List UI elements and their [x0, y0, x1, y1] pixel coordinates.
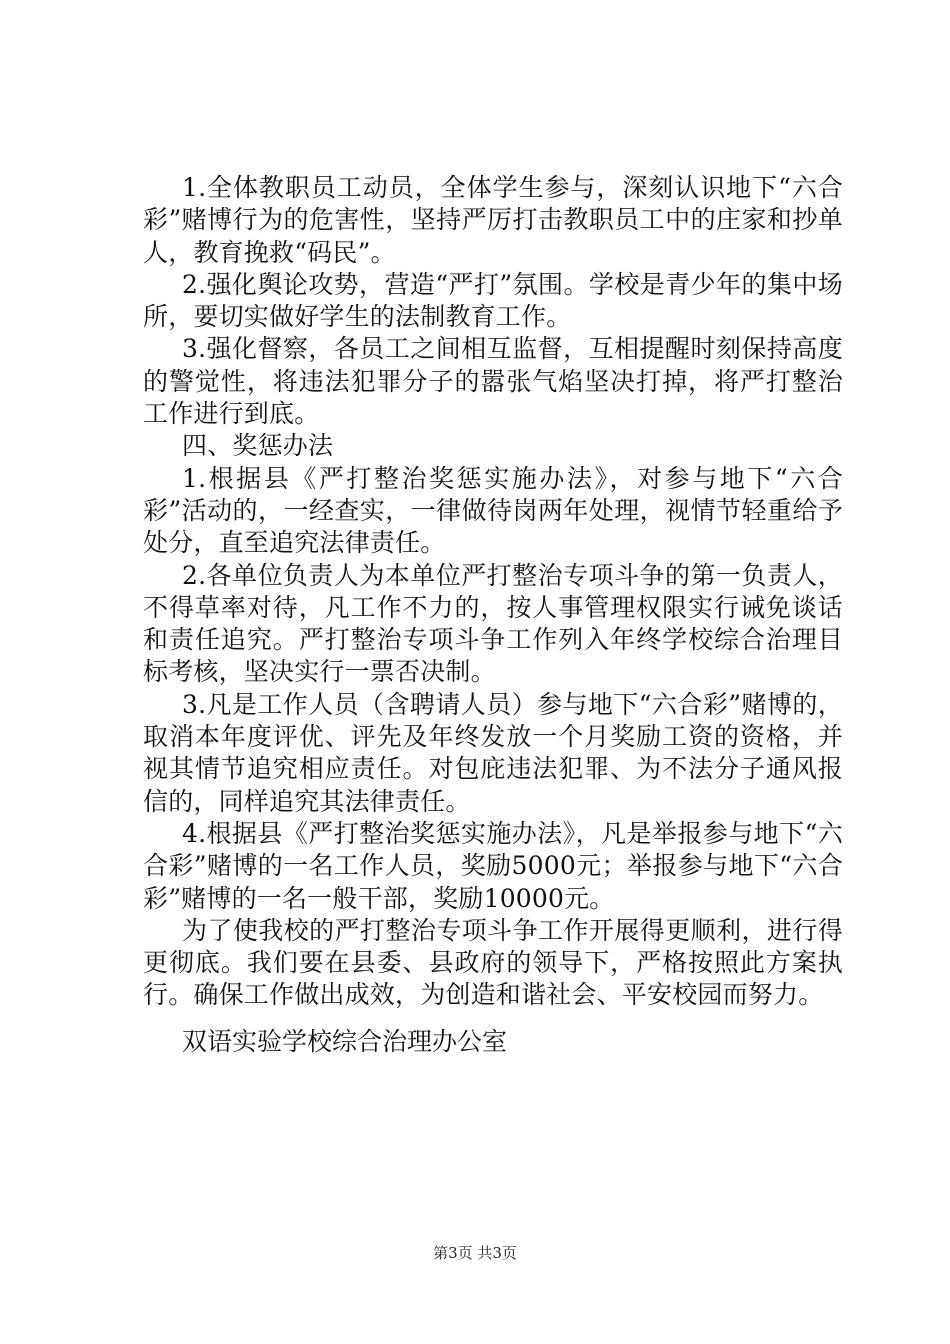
paragraph: 3.凡是工作人员（含聘请人员）参与地下“六合彩”赌博的，取消本年度评优、评先及年终发放一个月奖励工资的资格，并视其情节追究相应责任。对包庇违法犯罪、为不法分子通风报信的，同样追究其法律责任。	[143, 689, 843, 816]
paragraph: 3.强化督察，各员工之间相互监督，互相提醒时刻保持高度的警觉性，将违法犯罪分子的嚣张气焰坚决打掉，将严打整治工作进行到底。	[143, 334, 843, 429]
section-heading: 四、奖惩办法	[182, 431, 334, 461]
paragraph: 1.根据县《严打整治奖惩实施办法》，对参与地下“六合彩”活动的，一经查实，一律做待岗两年处理，视情节轻重给予处分，直至追究法律责任。	[143, 463, 843, 558]
signature-office: 双语实验学校综合治理办公室	[182, 1027, 508, 1056]
paragraph: 2.强化舆论攻势，营造“严打”氛围。学校是青少年的集中场所，要切实做好学生的法制教育工作。	[143, 269, 843, 332]
paragraph: 2.各单位负责人为本单位严打整治专项斗争的第一负责人，不得草率对待，凡工作不力的，按人事管理权限实行诫免谈话和责任追究。严打整治专项斗争工作列入年终学校综合治理目标考核，坚决实行一票否决制。	[143, 560, 843, 687]
page-footer: 第3页 共3页	[433, 1244, 517, 1262]
paragraph: 4.根据县《严打整治奖惩实施办法》，凡是举报参与地下“六合彩”赌博的一名工作人员，奖励5000元；举报参与地下“六合彩”赌博的一名一般干部，奖励10000元。	[143, 818, 843, 913]
paragraph: 为了使我校的严打整治专项斗争工作开展得更顺利，进行得更彻底。我们要在县委、县政府的领导下，严格按照此方案执行。确保工作做出成效，为创造和谐社会、平安校园而努力。	[143, 915, 843, 1010]
document-body	[143, 172, 843, 1012]
paragraph: 1.全体教职员工动员，全体学生参与，深刻认识地下“六合彩”赌博行为的危害性，坚持严厉打击教职员工中的庄家和抄单人，教育挽救“码民”。	[143, 173, 843, 267]
